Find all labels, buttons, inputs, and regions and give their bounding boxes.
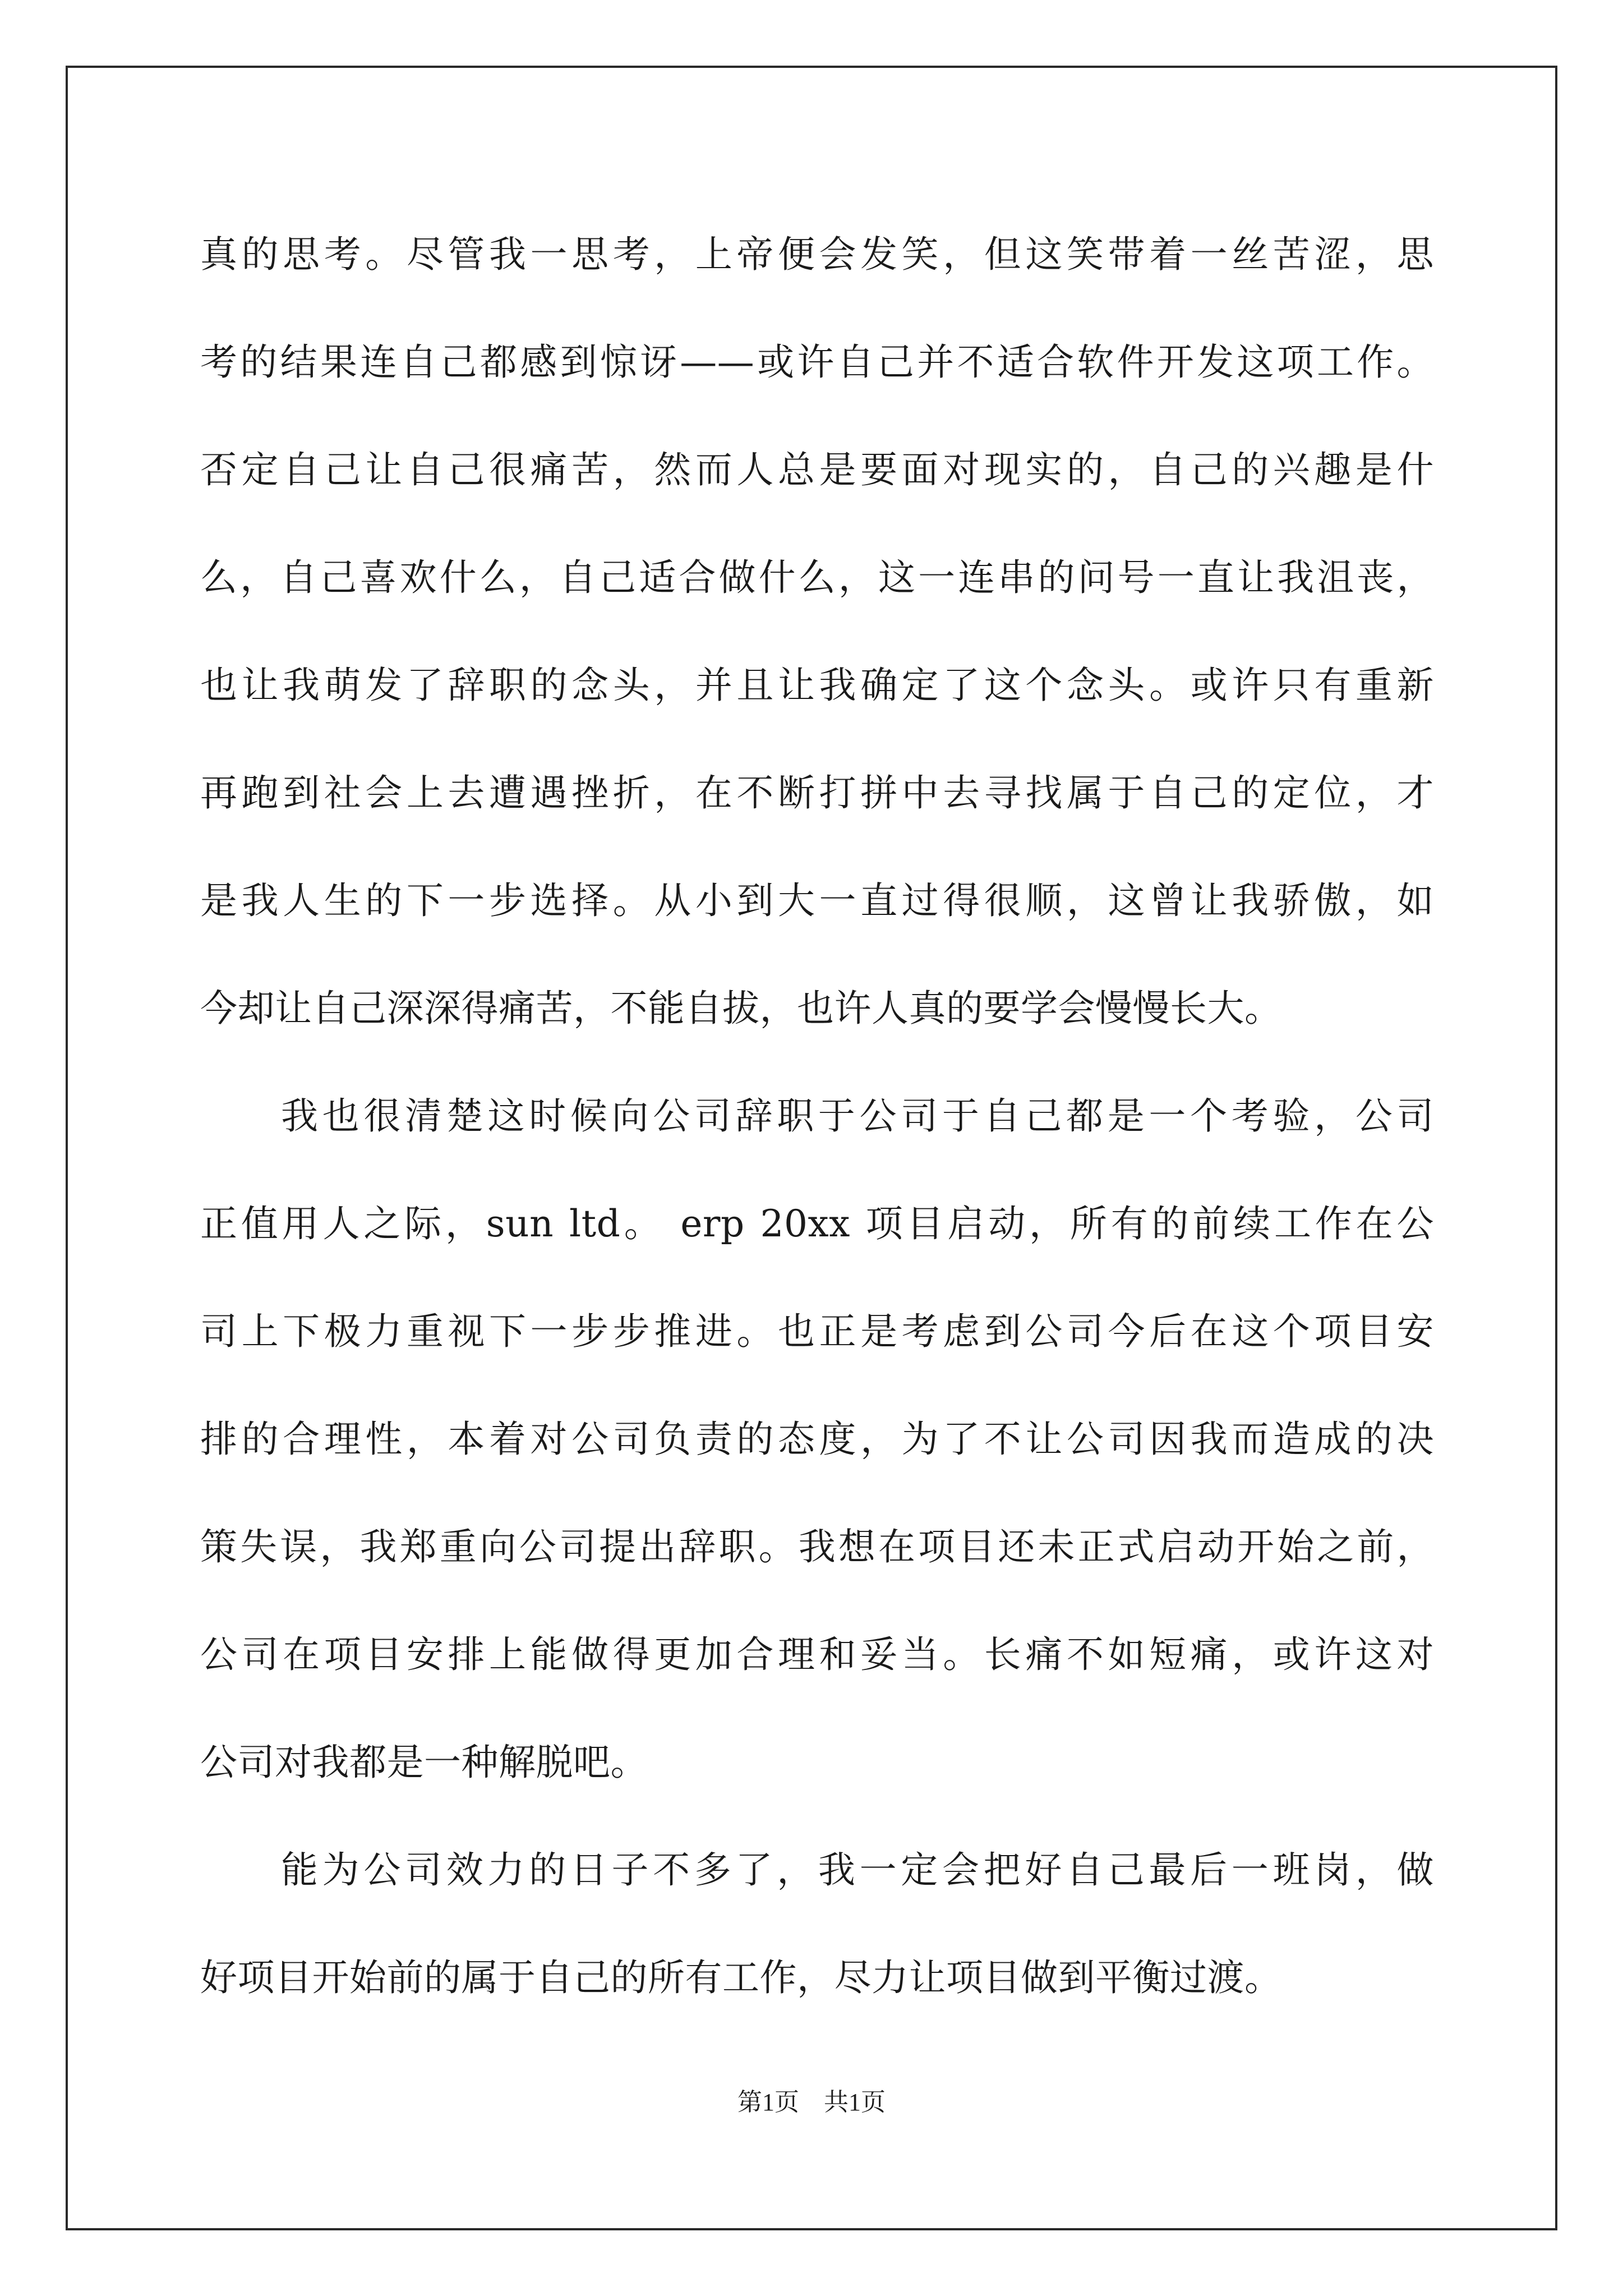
text-line: 么，自己喜欢什么，自己适合做什么，这一连串的问号一直让我沮丧， <box>200 556 1434 599</box>
page-footer <box>0 2086 1623 2119</box>
text-line: 策失误，我郑重向公司提出辞职。我想在项目还未正式启动开始之前， <box>200 1525 1434 1568</box>
text-line-paragraph-start: 我也很清楚这时候向公司辞职于公司于自己都是一个考验，公司 <box>281 1094 1434 1138</box>
text-line: 也让我萌发了辞职的念头，并且让我确定了这个念头。或许只有重新 <box>200 664 1434 707</box>
text-line: 否定自己让自己很痛苦，然而人总是要面对现实的，自己的兴趣是什 <box>200 448 1434 491</box>
text-line: 今却让自己深深得痛苦，不能自拔，也许人真的要学会慢慢长大。 <box>200 987 1282 1030</box>
text-line: 是我人生的下一步选择。从小到大一直过得很顺，这曾让我骄傲，如 <box>200 879 1434 922</box>
text-line-paragraph-start: 能为公司效力的日子不多了，我一定会把好自己最后一班岗，做 <box>281 1848 1434 1892</box>
text-line: 司上下极力重视下一步步推进。也正是考虑到公司今后在这个项目安 <box>200 1310 1434 1353</box>
text-line: 好项目开始前的属于自己的所有工作，尽力让项目做到平衡过渡。 <box>200 1956 1282 1999</box>
page-number-total: 共1页 <box>824 2088 886 2116</box>
text-line: 再跑到社会上去遭遇挫折，在不断打拼中去寻找属于自己的定位，才 <box>200 771 1434 815</box>
text-line: 考的结果连自己都感到惊讶——或许自己并不适合软件开发这项工作。 <box>200 341 1434 384</box>
text-line: 公司在项目安排上能做得更加合理和妥当。长痛不如短痛，或许这对 <box>200 1633 1434 1676</box>
page-number-current: 第1页 <box>737 2088 799 2116</box>
document-body <box>200 201 1434 2032</box>
text-line: 公司对我都是一种解脱吧。 <box>200 1741 648 1784</box>
text-line: 正值用人之际，sun ltd。 erp 20xx 项目启动，所有的前续工作在公 <box>200 1202 1434 1245</box>
text-line: 真的思考。尽管我一思考，上帝便会发笑，但这笑带着一丝苦涩，思 <box>200 233 1434 276</box>
text-line: 排的合理性，本着对公司负责的态度，为了不让公司因我而造成的决 <box>200 1418 1434 1461</box>
